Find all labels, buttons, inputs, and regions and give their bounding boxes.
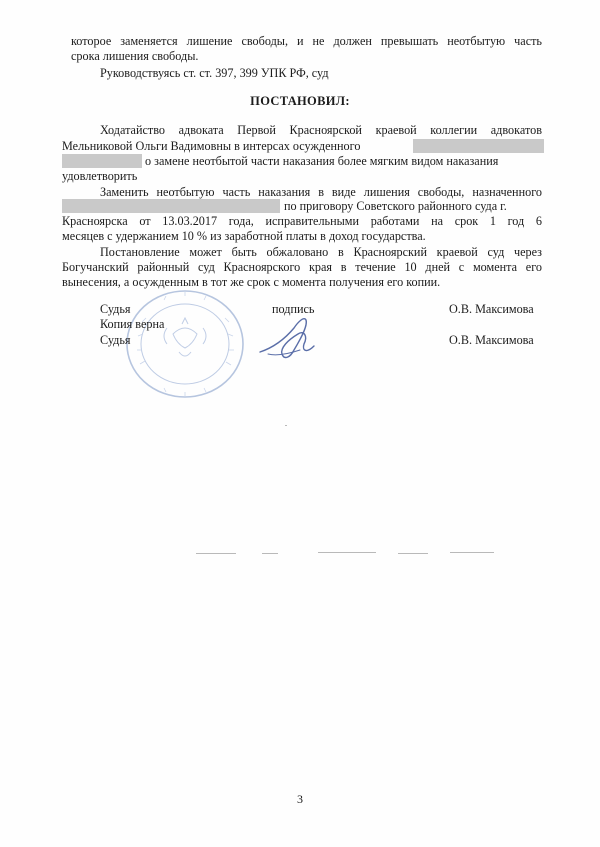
scan-artifact — [285, 425, 287, 426]
para3-line-1: Постановление может быть обжаловано в Красноярский краевой суд через — [100, 245, 542, 259]
para1-line-4: удовлетворить — [62, 169, 138, 183]
para1-line-3: о замене неотбытой части наказания более мягким видом наказания — [145, 154, 499, 168]
redaction-bar — [413, 139, 544, 153]
scan-artifact — [398, 553, 428, 554]
page-number: 3 — [297, 792, 303, 806]
judge-label-2: Судья — [100, 333, 131, 347]
scan-artifact — [196, 553, 236, 554]
para2-line-4: месяцев с удержанием 10 % из заработной платы в доход государства. — [62, 229, 426, 243]
scan-artifact — [450, 552, 494, 553]
signature-label: подпись — [272, 302, 315, 316]
judge-signature — [254, 310, 324, 370]
para2-line-3: Красноярска от 13.03.2017 года, исправительными работами на срок 1 год 6 — [62, 214, 542, 228]
resolution-heading: ПОСТАНОВИЛ: — [250, 94, 350, 108]
redaction-bar — [62, 199, 280, 213]
para1-line-2: Мельниковой Ольги Вадимовны в интерсах осужденного — [62, 139, 361, 153]
court-seal-stamp — [124, 288, 246, 400]
para2-line-1: Заменить неотбытую часть наказания в виде лишения свободы, назначенного — [100, 185, 542, 199]
copy-certified-label: Копия верна — [100, 317, 165, 331]
para1-line-1: Ходатайство адвоката Первой Красноярской краевой коллегии адвокатов — [100, 123, 542, 137]
judge-label: Судья — [100, 302, 131, 316]
scan-artifact — [318, 552, 376, 553]
intro-line-3: Руководствуясь ст. ст. 397, 399 УПК РФ, суд — [100, 66, 329, 80]
para3-line-3: вынесения, а осужденным в тот же срок с момента получения его копии. — [62, 275, 441, 289]
para2-line-2: по приговору Советского районного суда г. — [284, 199, 507, 213]
para3-line-2: Богучанский районный суд Красноярского края в течение 10 дней с момента его — [62, 260, 542, 274]
scan-artifact — [262, 553, 278, 554]
intro-line-1: которое заменяется лишение свободы, и не должен превышать неотбытую часть — [71, 34, 542, 48]
redaction-bar — [62, 154, 142, 168]
judge-name: О.В. Максимова — [449, 302, 534, 316]
intro-line-2: срока лишения свободы. — [71, 49, 199, 63]
judge-name-2: О.В. Максимова — [449, 333, 534, 347]
